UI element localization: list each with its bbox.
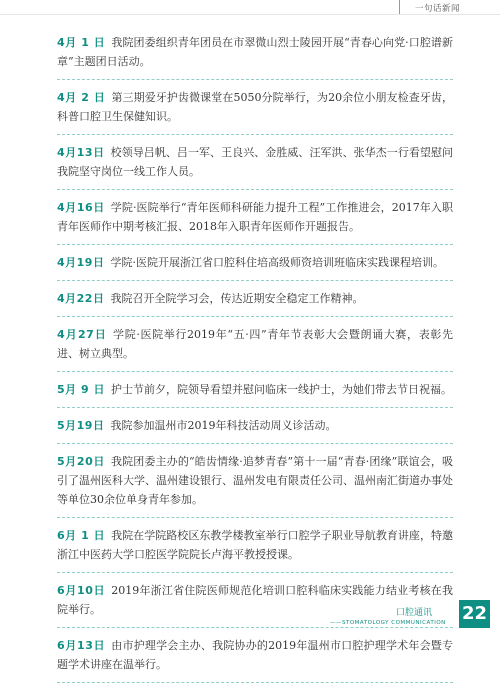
news-text: 学院·医院举行2019年“五·四”青年节表彰大会暨朗诵大赛，表彰先进、树立典型。 bbox=[57, 328, 453, 360]
news-text: 由市护理学会主办、我院协办的2019年温州市口腔护理学术年会暨专题学术讲座在温举行。 bbox=[57, 639, 453, 671]
news-text: 学院·医院举行“青年医师科研能力提升工程”工作推进会，2017年入职青年医师作中期考核汇报、2018年入职青年医师作开题报告。 bbox=[57, 201, 453, 233]
news-date: 6月 1 日 bbox=[57, 529, 106, 542]
news-item bbox=[57, 143, 453, 190]
news-text: 我院团委组织青年团员在市翠微山烈士陵园开展“青春心向党·口腔谱新章”主题团日活动。 bbox=[57, 36, 453, 68]
news-date: 6月10日 bbox=[57, 584, 106, 597]
header-divider bbox=[399, 0, 400, 14]
header-rule bbox=[0, 14, 500, 15]
news-item bbox=[57, 198, 453, 245]
page-footer bbox=[0, 595, 500, 635]
page-number: 22 bbox=[459, 600, 490, 628]
news-text: 我院召开全院学习会，传达近期安全稳定工作精神。 bbox=[110, 292, 364, 305]
news-date: 5月20日 bbox=[57, 455, 106, 468]
news-list bbox=[57, 33, 453, 691]
news-text: 学院·医院开展浙江省口腔科住培高级师资培训班临床实践课程培训。 bbox=[110, 256, 444, 269]
news-item bbox=[57, 88, 453, 135]
news-item bbox=[57, 636, 453, 683]
news-text: 2019年浙江省住院医师规范化培训口腔科临床实践能力结业考核在我院举行。 bbox=[57, 584, 453, 616]
news-text: 我院参加温州市2019年科技活动周义诊活动。 bbox=[110, 419, 337, 432]
news-date: 4月 1 日 bbox=[57, 36, 106, 49]
news-date: 5月 9 日 bbox=[57, 383, 105, 396]
news-item bbox=[57, 33, 453, 80]
news-text: 第三期爱牙护齿微课堂在5050分院举行，为20余位小朋友检查牙齿，科普口腔卫生保健知识。 bbox=[57, 91, 453, 123]
news-item bbox=[57, 380, 453, 408]
news-date: 4月16日 bbox=[57, 201, 105, 214]
news-item bbox=[57, 253, 453, 281]
news-date: 4月13日 bbox=[57, 146, 105, 159]
page-header bbox=[0, 0, 500, 18]
news-item bbox=[57, 325, 453, 372]
news-item bbox=[57, 289, 453, 317]
section-title: 一句话新闻 bbox=[414, 4, 460, 14]
magazine-name: 口腔通讯 bbox=[396, 608, 433, 618]
news-date: 6月13日 bbox=[57, 639, 106, 652]
news-item bbox=[57, 526, 453, 573]
news-date: 4月22日 bbox=[57, 292, 105, 305]
news-text: 我院团委主办的“皓齿情缘·追梦青春”第十一届“青春·团缘”联谊会，吸引了温州医科大学、温州建设银行、温州发电有限责任公司、温州南汇街道办事处等单位30余位单身青年参加。 bbox=[57, 455, 453, 506]
news-text: 校领导吕帆、吕一军、王良兴、金胜威、汪军洪、张华杰一行看望慰问我院坚守岗位一线工作人员。 bbox=[57, 146, 454, 178]
news-date: 4月27日 bbox=[57, 328, 108, 341]
news-date: 4月 2 日 bbox=[57, 91, 106, 104]
news-date: 5月19日 bbox=[57, 419, 105, 432]
magazine-english-name: ——STOMATOLOGY COMMUNICATION bbox=[330, 620, 446, 626]
news-item bbox=[57, 452, 453, 518]
news-text: 护士节前夕，院领导看望并慰问临床一线护士，为她们带去节日祝福。 bbox=[110, 383, 452, 396]
news-text: 我院在学院路校区东教学楼教室举行口腔学子职业导航教育讲座，特邀浙江中医药大学口腔医学院院长卢海平教授授课。 bbox=[57, 529, 454, 561]
news-date: 4月19日 bbox=[57, 256, 105, 269]
news-item bbox=[57, 416, 453, 444]
